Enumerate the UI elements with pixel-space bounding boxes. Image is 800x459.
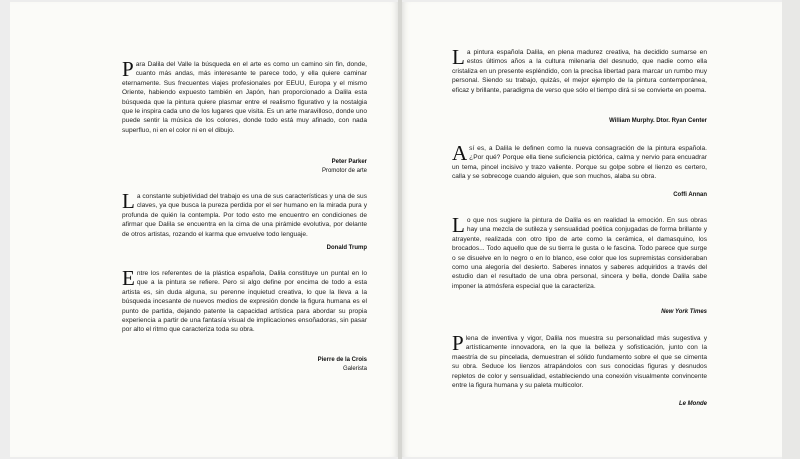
quote-text: a pintura española Dalila, en plena madurez creativa, ha decidido sumarse en estos últimos años a la cultura milenaria del desnudo, que nadie como ella cristaliza en un presente espléndido, con la precisa libertad para marcar un rumbo muy personal. Siendo su trabajo, quizás, el mejor ejemplo de la pintura contemporánea, eficaz y brillante, paradigma de verso que sólo el tiempo dirá si se convierte en poema. [452,49,707,94]
quote-1 [122,57,367,135]
dropcap: P [122,57,134,81]
quote-5 [452,141,707,182]
dropcap: P [452,331,464,355]
author-name: Coffi Annan [673,192,707,198]
page-edge [782,0,800,459]
author-role: Galerista [342,366,367,372]
author-name: New York Times [661,309,707,315]
quote-attribution-1 [322,158,367,176]
quote-attribution-2 [327,244,367,253]
author-role: Promotor de arte [321,168,367,174]
dropcap: A [452,141,468,165]
dropcap: E [122,266,135,290]
quote-attribution-6 [661,308,707,317]
quote-attribution-7 [679,400,707,409]
quote-attribution-4 [609,117,707,126]
left-page [10,2,398,457]
quote-text: a constante subjetividad del trabajo es una de sus características y una de sus claves, ya que busca la pureza perdida por el ser humano en la mirada pura y profunda de quién la contempla. Por todo esto me encuentro en condiciones de afirmar que Dalila se encuentra en la cima de una pirámide evolutiva, por delante de otros artistas, rozando el karma que envuelve todo lenguaje. [122,193,367,238]
quote-attribution-3 [318,356,367,374]
quote-text: ntre los referentes de la plástica española, Dalila constituye un puntal en lo que a la pintura se refiere. Pero si algo define por encima de todo a esta artista es, sin duda alguna, su perenne inquietud creativa, lo que la lleva a la búsqueda incesante de nuevos medios de expresión donde la figura humana es el punto de partida, dejando patente la capacidad artística para abordar su propia experiencia a partir de una fantasía visual de implicaciones ensoñadoras, sin pasar por alto el ritmo que caracteriza toda su obra. [122,270,367,334]
dropcap: L [452,45,465,69]
author-name: Donald Trump [326,245,367,251]
right-page [402,2,782,457]
quote-4 [452,45,707,95]
author-name: Pierre de la Crois [317,357,367,363]
dropcap: L [122,189,135,213]
quote-3 [122,266,367,335]
author-name: Peter Parker [331,159,367,165]
quote-6 [452,213,707,291]
dropcap: L [452,213,465,237]
author-name: William Murphy. Dtor. Ryan Center [609,118,707,124]
quote-text: lena de inventiva y vigor, Dalila nos muestra su personalidad más sugestiva y artísticamente innovadora, en la que la belleza y sofisticación, junto con la maestría de su pincelada, demuestran el sólido fundamento sobre el que se cimenta su obra. Seduce los lienzos atrapándolos con sus conocidas figuras y desnudos repletos de color y sensualidad, estableciendo una conexión visualmente convincente entre la figura humana y su paleta multicolor. [452,335,707,390]
author-name: Le Monde [679,401,707,407]
quote-2 [122,189,367,239]
quote-text: sí es, a Dalila le definen como la nueva consagración de la pintura española. ¿Por qué? Porque ella tiene suficiencia pictórica, calma y nervio para encuadrar un tema, pincel incisivo y trazo valiente. Porque su golpe sobre el lienzo es certero, calla y se sobrecoge cuando alguien, que son muchos, alaba su obra. [452,145,707,181]
quote-attribution-5 [673,191,707,200]
quote-7 [452,331,707,390]
quote-text: ara Dalila del Valle la búsqueda en el arte es como un camino sin fin, donde, cuanto más andas, más interesante te parece todo, y ella quiere caminar eternamente. Sus frecuentes viajes profesionales por EEUU, Europa y el mismo Oriente, habiendo expuesto también en Japón, han proporcionado a Dalila esta búsqueda que la pintura quiere plasmar entre el realismo figurativo y la nostalgia que le inspira cada uno de los lugares que visita. Es un arte maravilloso, donde uno puede sentir la música de los colores, donde todo está muy afinado, con nada superfluo, ni en el color ni en el dibujo. [122,61,367,134]
quote-text: o que nos sugiere la pintura de Dalila es en realidad la emoción. En sus obras hay una mezcla de sutileza y sensualidad poética conjugadas de forma brillante y atrayente, realizada con otro tipo de arte como la cerámica, el damasquino, los brocados... Todo aquello que de su tierra le gusta o le fascina. Todo parece que surge o se disuelve en lo negro o en lo blanco, ese color que los supremistas consideraban como una alegoría del desierto. Saberes innatos y saberes adquiridos a través del estudio dan el resultado de una obra personal, sincera y bella, donde Dalila sabe imponer la atmósfera especial que la caracteriza. [452,217,707,290]
